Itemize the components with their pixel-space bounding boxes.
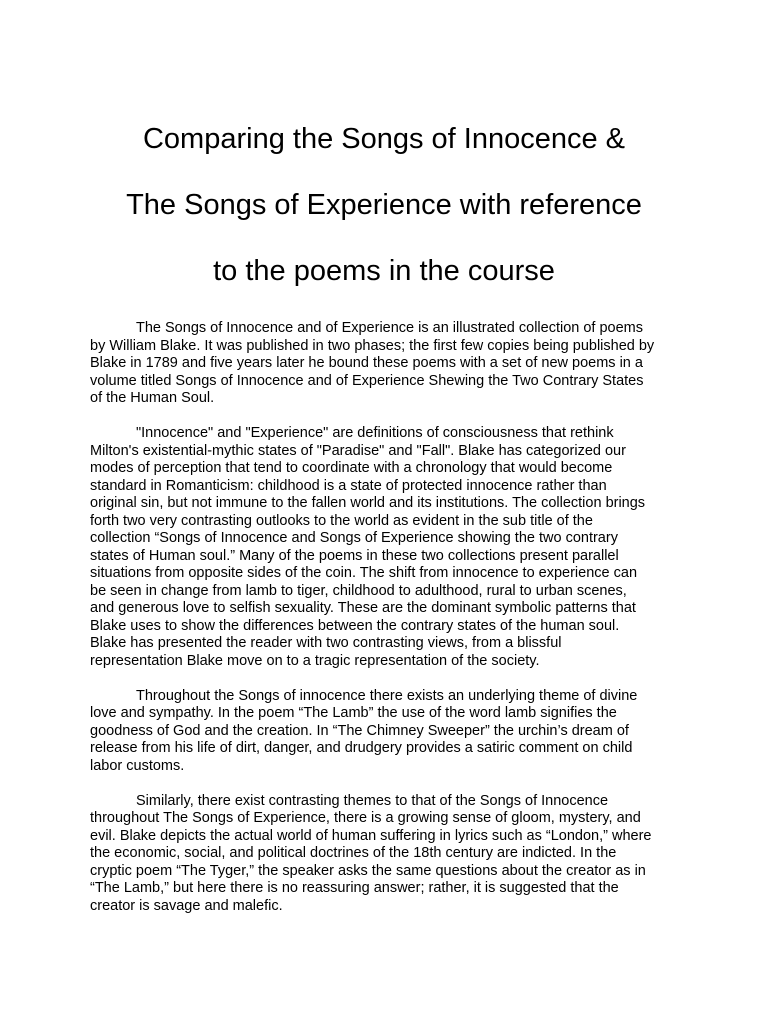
text-line: Milton's existential-mythic states of "Paradise" and "Fall". Blake has categorized our: [90, 442, 626, 459]
text-line: states of Human soul.” Many of the poems in these two collections present parallel: [90, 547, 619, 564]
document-body: [90, 320, 690, 933]
text-line: cryptic poem “The Tyger,” the speaker asks the same questions about the creator as in: [90, 862, 646, 879]
text-line: labor customs.: [90, 757, 185, 774]
text-line: representation Blake move on to a tragic representation of the society.: [90, 652, 540, 669]
title-line-3: to the poems in the course: [213, 255, 555, 287]
text-line: situations from opposite sides of the coin. The shift from innocence to experience can: [90, 565, 638, 581]
text-line: forth two very contrasting outlooks to the world as evident in the sub title of the: [90, 512, 593, 529]
title-line-1: Comparing the Songs of Innocence &: [142, 123, 626, 155]
text-line: evil. Blake depicts the actual world of human suffering in lyrics such as “London,” where: [90, 827, 652, 844]
text-line: love and sympathy. In the poem “The Lamb” the use of the word lamb signifies the: [90, 705, 617, 721]
paragraph-2: [90, 425, 690, 670]
text-line: “The Lamb,” but here there is no reassuring answer; rather, it is suggested that the: [90, 880, 619, 896]
paragraph-1: [90, 320, 690, 408]
text-line: and generous love to selfish sexuality. These are the dominant symbolic patterns that: [90, 600, 636, 616]
document-title: [0, 106, 768, 304]
paragraph-4: [90, 793, 690, 916]
text-line: modes of perception that tend to coordinate with a chronology that would become: [90, 460, 613, 476]
text-line: be seen in change from lamb to tiger, childhood to adulthood, rural to urban scenes,: [90, 582, 627, 599]
text-line: Blake in 1789 and five years later he bound these poems with a set of new poems in a: [90, 355, 643, 371]
text-line: throughout The Songs of Experience, there is a growing sense of gloom, mystery, and: [90, 810, 641, 826]
text-line: "Innocence" and "Experience" are definitions of consciousness that rethink: [136, 425, 614, 441]
text-line: collection “Songs of Innocence and Songs of Experience showing the two contrary: [90, 530, 618, 546]
text-line: The Songs of Innocence and of Experience is an illustrated collection of poems: [136, 320, 643, 336]
text-line: of the Human Soul.: [90, 390, 215, 406]
text-line: the economic, social, and political doctrines of the 18th century are indicted. In the: [90, 845, 617, 861]
text-line: goodness of God and the creation. In “The Chimney Sweeper” the urchin’s dream of: [90, 722, 629, 739]
text-line: release from his life of dirt, danger, and drudgery provides a satiric comment on child: [90, 740, 633, 756]
text-line: by William Blake. It was published in two phases; the first few copies being published by: [90, 337, 655, 354]
text-line: creator is savage and malefic.: [90, 897, 283, 914]
text-line: standard in Romanticism: childhood is a state of protected innocence rather than: [90, 477, 607, 494]
title-line-2: The Songs of Experience with reference: [126, 189, 642, 221]
text-line: Blake uses to show the differences between the contrary states of the human soul.: [90, 617, 620, 634]
text-line: Blake has presented the reader with two contrasting views, from a blissful: [90, 635, 562, 651]
paragraph-3: [90, 688, 690, 776]
text-line: volume titled Songs of Innocence and of Experience Shewing the Two Contrary States: [90, 372, 644, 389]
text-line: Throughout the Songs of innocence there exists an underlying theme of divine: [136, 687, 638, 704]
text-line: Similarly, there exist contrasting themes to that of the Songs of Innocence: [136, 792, 609, 809]
text-line: original sin, but not immune to the fallen world and its institutions. The collection brings: [90, 495, 646, 511]
